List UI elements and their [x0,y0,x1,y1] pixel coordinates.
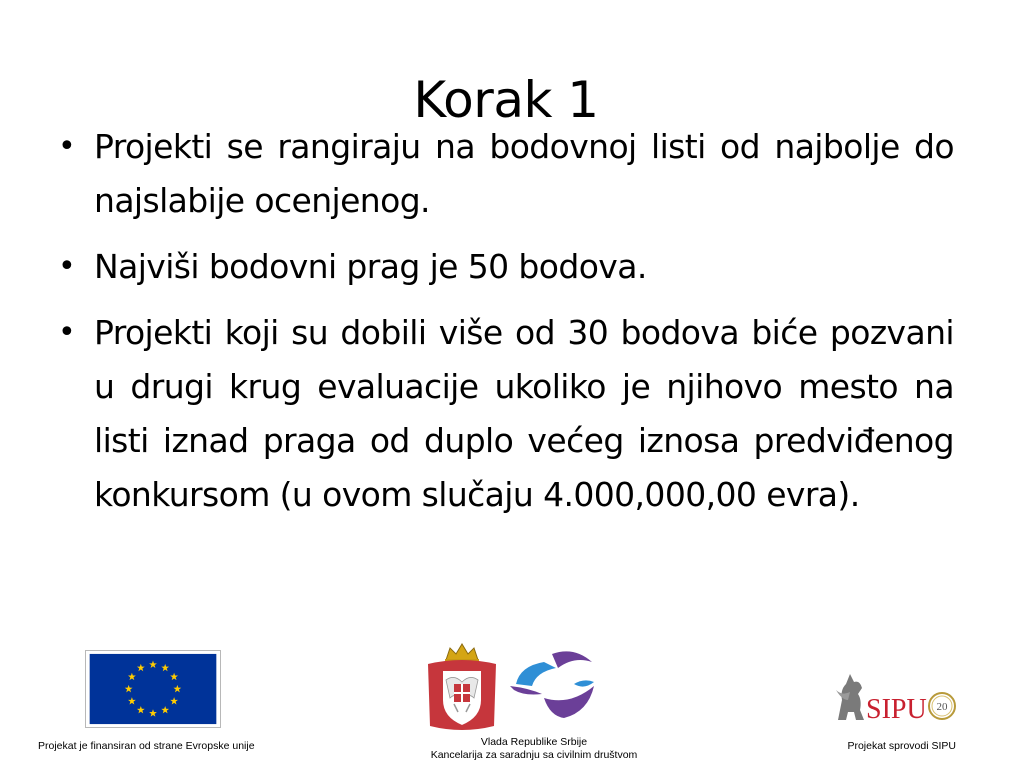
bullet-text: Projekti se rangiraju na bodovnoj listi od najbolje do najslabije ocenjenog. [94,127,954,220]
footer-left-caption: Projekat je finansiran od strane Evropske unije [38,740,255,752]
government-logo [424,642,600,732]
bullet-text: Projekti koji su dobili više od 30 bodova biće pozvani u drugi krug evaluacije ukoliko je njihovo mesto na listi iznad praga od duplo većeg iznosa predviđenog konkursom (u ovom slučaju 4.000,000,00 evra). [94,313,954,514]
sipu-logo [832,670,958,728]
sipu-logo-text: SIPU [866,694,927,725]
anniversary-badge-text: 20 [936,701,948,713]
footer-center-line2: Kancelarija za saradnju sa civilnim društvom [430,749,638,761]
serbia-coat-of-arms-icon [428,644,496,730]
bullet-icon: • [58,249,76,284]
bullet-item [56,306,954,522]
bullet-list [56,120,954,534]
eu-flag-icon [86,651,220,727]
footer-center-line1: Vlada Republike Srbije [480,736,588,748]
slide-title: Korak 1 [413,70,599,129]
bullet-item [56,120,954,228]
bullet-item [56,240,954,294]
footer-right-caption: Projekat sprovodi SIPU [847,740,956,752]
bullet-icon: • [58,129,76,164]
civil-society-office-logo-icon [510,651,594,718]
eu-flag-logo [85,650,221,728]
sipu-griffin-icon [836,674,864,720]
bullet-icon: • [58,315,76,350]
footer-center-caption [404,736,664,762]
bullet-text: Najviši bodovni prag je 50 bodova. [94,247,647,286]
